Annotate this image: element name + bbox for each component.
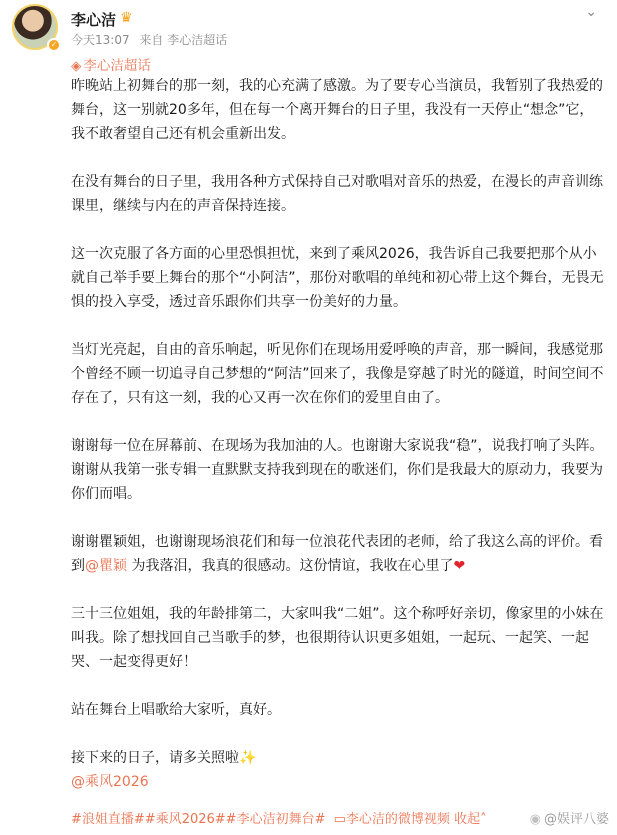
hashtag-row — [71, 808, 487, 827]
post-header — [0, 0, 617, 54]
chevron-down-icon[interactable]: ⌄ — [585, 4, 597, 20]
supertopic-link[interactable] — [71, 54, 151, 74]
paragraph: 这一次克服了各方面的心里恐惧担忧，来到了乘风2026，我告诉自己我要把那个从小就自己举手要上舞台的那个“小阿洁”，那份对歌唱的单纯和初心带上这个舞台，无畏无惧的投入享受，透过音乐跟你们共享一份美好的力量。 — [71, 246, 604, 310]
post-body — [71, 74, 606, 794]
author-name[interactable]: 李心洁 — [71, 11, 117, 29]
paragraph: 当灯光亮起，自由的音乐响起，听见你们在现场用爱呼唤的声音，那一瞬间，我感觉那个曾经不顾一切追寻自己梦想的“阿洁”回来了，我像是穿越了时光的隧道，时间空间不存在了，只有这一刻，我的心又再一次在你们的爱里自由了。 — [71, 342, 604, 406]
paragraph — [71, 530, 606, 578]
chevron-up-icon[interactable]: ˄ — [480, 812, 487, 827]
paragraph: 在没有舞台的日子里，我用各种方式保持自己对歌唱对音乐的热爱，在漫长的声音训练课里，继续与内在的声音保持连接。 — [71, 174, 603, 214]
post-meta — [71, 31, 233, 48]
watermark — [530, 808, 609, 827]
paragraph-text: 谢谢瞿颖姐，也谢谢现场浪花们和每一位浪花代表团的老师，给了我这么高的评价。看到 — [71, 534, 603, 574]
supertopic-icon: ◈ — [71, 58, 82, 74]
post-time: 今天13:07 — [71, 33, 130, 47]
paragraph — [71, 746, 606, 770]
watermark-text: @娱评八婆 — [543, 812, 609, 827]
video-icon: ▭ — [333, 812, 346, 827]
heart-icon: ❤ — [453, 558, 466, 574]
mention-link[interactable]: @瞿颖 — [85, 558, 127, 574]
hashtag-link[interactable]: #乘风2026# — [144, 812, 226, 827]
weibo-logo-icon: ◉ — [529, 812, 541, 827]
collapse-button[interactable]: 收起 — [454, 812, 481, 827]
crown-icon[interactable]: ♛ — [120, 10, 133, 26]
paragraph-text: 为我落泪，我真的很感动。这份情谊，我收在心里了 — [127, 558, 454, 574]
mention-link[interactable]: @乘风2026 — [71, 774, 149, 790]
hashtag-link[interactable]: #李心洁初舞台# — [225, 812, 326, 827]
paragraph: 三十三位姐姐，我的年龄排第二，大家叫我“二姐”。这个称呼好亲切，像家里的小妹在叫我。除了想找回自己当歌手的梦，也很期待认识更多姐姐，一起玩、一起笑、一起哭、一起变得更好！ — [71, 606, 604, 670]
supertopic-label: 李心洁超话 — [83, 58, 151, 74]
paragraph-text: 接下来的日子，请多关照啦 — [71, 750, 239, 766]
verified-badge-icon: ✓ — [47, 38, 61, 52]
post-source[interactable]: 来自 李心洁超话 — [139, 33, 228, 47]
paragraph: 站在舞台上唱歌给大家听，真好。 — [71, 702, 281, 718]
paragraph: 谢谢每一位在屏幕前、在现场为我加油的人。也谢谢大家说我“稳”，说我打响了头阵。谢谢从我第一张专辑一直默默支持我到现在的歌迷们，你们是我最大的原动力，我要为你们而唱。 — [71, 438, 604, 502]
sparkle-icon: ✨ — [239, 750, 257, 766]
video-link[interactable]: 李心洁的微博视频 — [345, 812, 450, 827]
mention-line — [71, 770, 606, 794]
paragraph: 昨晚站上初舞台的那一刻，我的心充满了感激。为了要专心当演员，我暂别了我热爱的舞台，这一别就20多年，但在每一个离开舞台的日子里，我没有一天停止“想念”它，我不敢奢望自己还有机会重新出发。 — [71, 78, 603, 142]
hashtag-link[interactable]: #浪姐直播# — [71, 812, 145, 827]
